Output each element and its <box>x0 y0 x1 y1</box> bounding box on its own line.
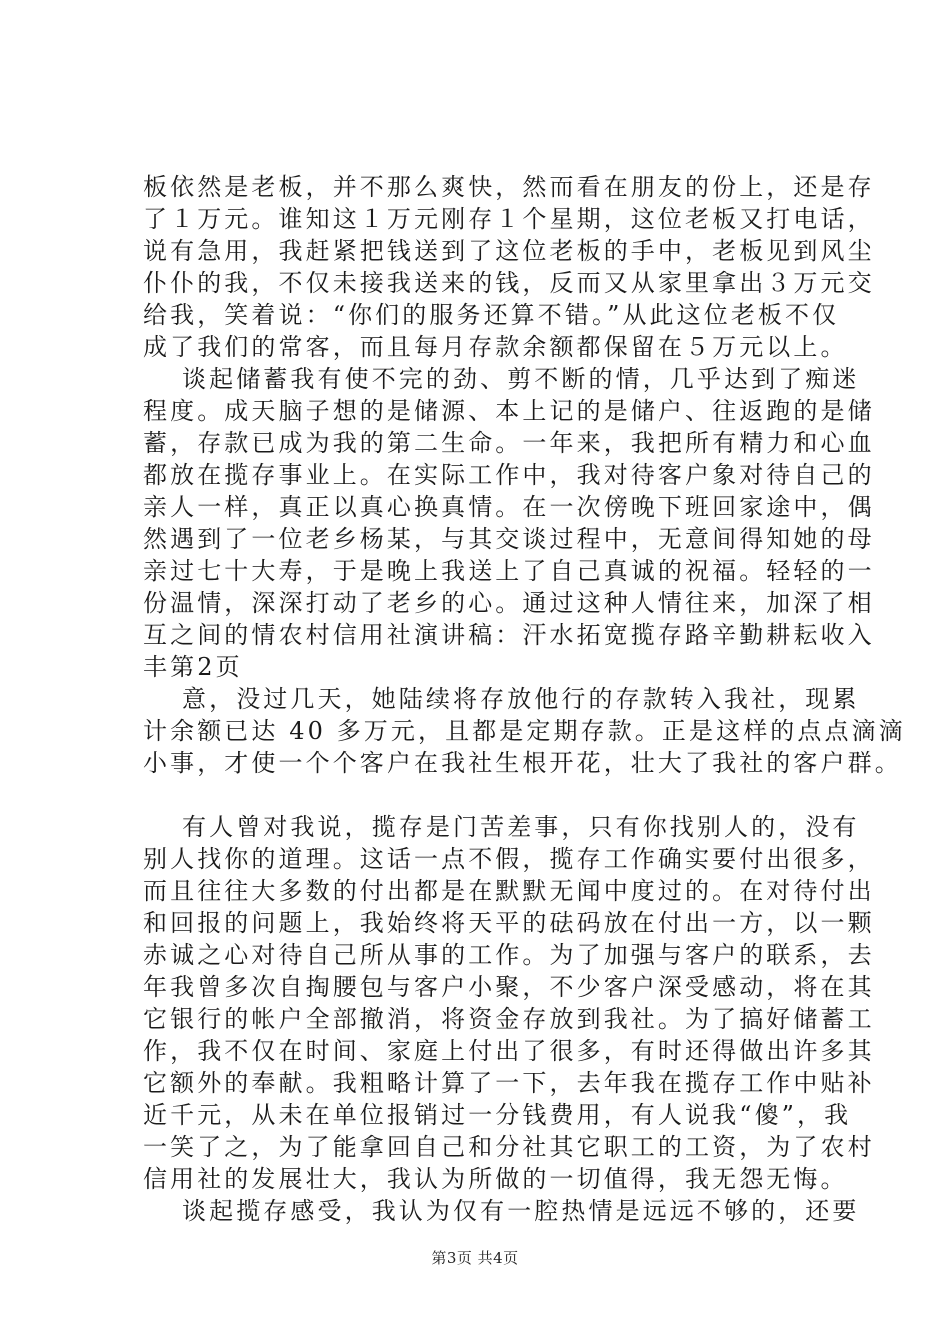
text-line: 和回报的问题上，我始终将天平的砝码放在付出一方，以一颗 <box>143 909 875 937</box>
text-line: 都放在揽存事业上。在实际工作中，我对待客户象对待自己的 <box>143 461 875 489</box>
paragraph-start-line: 谈起揽存感受，我认为仅有一腔热情是远远不够的，还要 <box>182 1197 860 1225</box>
paragraph-start-line: 谈起储蓄我有使不完的劲、剪不断的情，几乎达到了痴迷 <box>182 365 860 393</box>
text-line: 程度。成天脑子想的是储源、本上记的是储户、往返跑的是储 <box>143 397 875 425</box>
text-line: 小事，才使一个个客户在我社生根开花，壮大了我社的客户群。 <box>143 749 902 777</box>
text-line: 说有急用，我赶紧把钱送到了这位老板的手中，老板见到风尘 <box>143 237 875 265</box>
text-line: 作，我不仅在时间、家庭上付出了很多，有时还得做出许多其 <box>143 1037 875 1065</box>
paragraph-start-line: 有人曾对我说，揽存是门苦差事，只有你找别人的，没有 <box>182 813 860 841</box>
text-line: 板依然是老板，并不那么爽快，然而看在朋友的份上，还是存 <box>143 173 875 201</box>
text-line: 赤诚之心对待自己所从事的工作。为了加强与客户的联系，去 <box>143 941 875 969</box>
text-line: 而且往往大多数的付出都是在默默无闻中度过的。在对待付出 <box>143 877 875 905</box>
text-line: 互之间的情农村信用社演讲稿：汗水拓宽揽存路辛勤耕耘收入 <box>143 621 875 649</box>
text-line: 给我，笑着说：“你们的服务还算不错。”从此这位老板不仅 <box>143 301 840 329</box>
text-line: 了１万元。谁知这１万元刚存１个星期，这位老板又打电话， <box>143 205 875 233</box>
text-line: 计余额已达 40 多万元，且都是定期存款。正是这样的点点滴滴 <box>143 717 906 745</box>
text-line: 它银行的帐户全部撤消，将资金存放到我社。为了搞好储蓄工 <box>143 1005 875 1033</box>
text-line: 信用社的发展壮大，我认为所做的一切值得，我无怨无悔。 <box>143 1165 848 1193</box>
text-line: 它额外的奉献。我粗略计算了一下，去年我在揽存工作中贴补 <box>143 1069 875 1097</box>
page-footer: 第3页 共4页 <box>431 1249 519 1267</box>
text-line: 份温情，深深打动了老乡的心。通过这种人情往来，加深了相 <box>143 589 875 617</box>
text-line: 亲人一样，真正以真心换真情。在一次傍晚下班回家途中，偶 <box>143 493 875 521</box>
paragraph-start-line: 意，没过几天，她陆续将存放他行的存款转入我社，现累 <box>182 685 860 713</box>
text-line: 仆仆的我，不仅未接我送来的钱，反而又从家里拿出３万元交 <box>143 269 875 297</box>
text-line: 年我曾多次自掏腰包与客户小聚，不少客户深受感动，将在其 <box>143 973 875 1001</box>
text-line: 然遇到了一位老乡杨某，与其交谈过程中，无意间得知她的母 <box>143 525 875 553</box>
text-line: 亲过七十大寿，于是晚上我送上了自己真诚的祝福。轻轻的一 <box>143 557 875 585</box>
text-line: 近千元，从未在单位报销过一分钱费用，有人说我“傻”，我 <box>143 1101 852 1129</box>
text-line: 成了我们的常客，而且每月存款余额都保留在５万元以上。 <box>143 333 848 361</box>
text-line: 丰第2页 <box>143 653 243 681</box>
text-line: 蓄，存款已成为我的第二生命。一年来，我把所有精力和心血 <box>143 429 875 457</box>
text-line: 一笑了之，为了能拿回自己和分社其它职工的工资，为了农村 <box>143 1133 875 1161</box>
text-line: 别人找你的道理。这话一点不假，揽存工作确实要付出很多， <box>143 845 875 873</box>
